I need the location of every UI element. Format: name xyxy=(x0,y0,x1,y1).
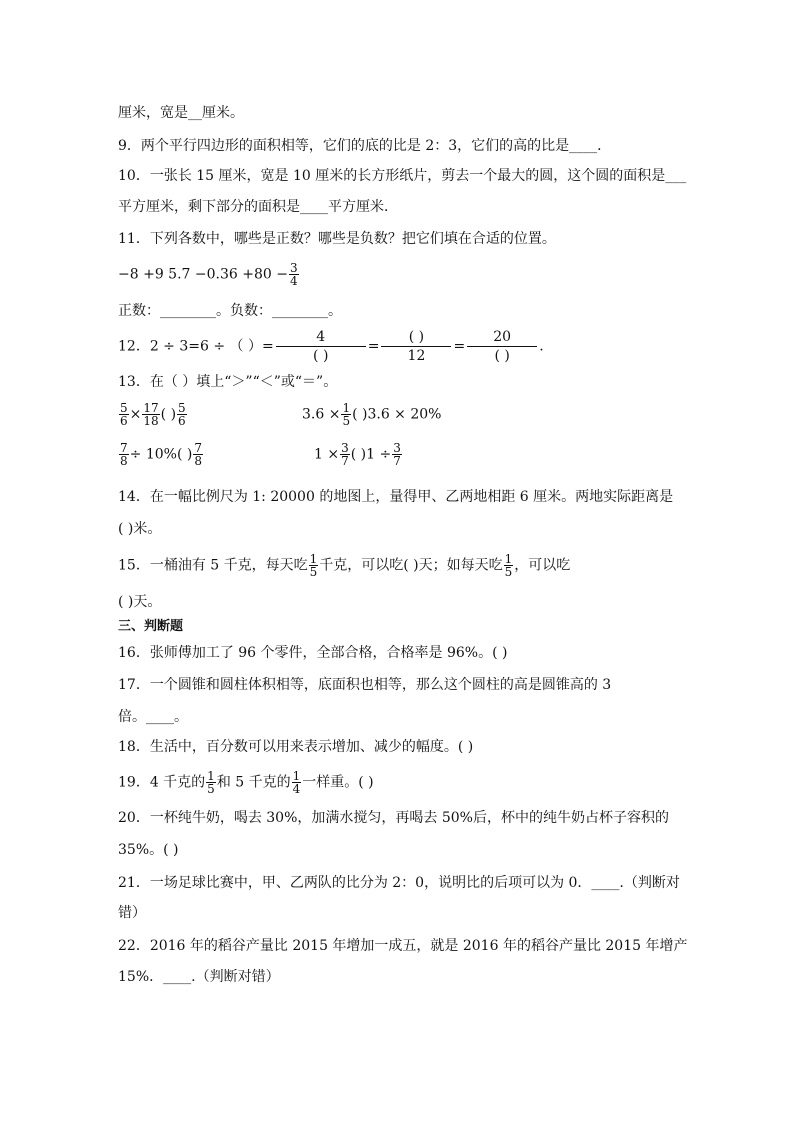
q13b-frac: $\frac{1}{5}$ xyxy=(342,401,351,428)
question-17-line1: 17．一个圆锥和圆柱体积相等，底面积也相等，那么这个圆柱的高是圆锥高的 3 xyxy=(118,677,612,693)
q13-item-b xyxy=(302,402,441,427)
question-22-line1: 22．2016 年的稻谷产量比 2015 年增加一成五，就是 2016 年的稻谷产量比 2015 年增产 xyxy=(118,938,688,954)
question-14-line2: ( )米。 xyxy=(118,521,162,537)
question-12: 12．2 ÷ 3=6 ÷ （ ）= 4 ( ) = ( ) 12 = 20 ( ) . xyxy=(118,329,544,364)
q15-frac1: $\frac{1}{5}$ xyxy=(309,552,318,579)
q11-number-list: −8 +9 5.7 −0.36 +80 − xyxy=(118,266,288,283)
q19-frac1: $\frac{1}{5}$ xyxy=(207,769,215,796)
section-3-heading: 三、判断题 xyxy=(118,619,184,634)
question-18: 18．生活中，百分数可以用来表示增加、减少的幅度。( ) xyxy=(118,739,474,755)
q8-continuation: 厘米，宽是__厘米。 xyxy=(118,105,244,121)
q12-fraction-1: 4 ( ) xyxy=(276,328,366,365)
question-9: 9．两个平行四边形的面积相等，它们的底的比是 2：3，它们的高的比是____． xyxy=(118,138,612,154)
question-16: 16．张师傅加工了 96 个零件，全部合格，合格率是 96%。( ) xyxy=(118,645,508,661)
question-15-line2: ( )天。 xyxy=(118,594,162,610)
question-14-line1: 14．在一幅比例尺为 1: 20000 的地图上，量得甲、乙两地相距 6 厘米。两地实际距离是 xyxy=(118,489,674,505)
q13-item-d xyxy=(314,442,403,467)
q13-item-c xyxy=(118,442,204,467)
q15-frac2: $\frac{1}{5}$ xyxy=(504,552,513,579)
q15-text3: ，可以吃 xyxy=(514,557,571,574)
q12-fraction-2: ( ) 12 xyxy=(381,328,451,365)
q11-fraction: $\frac{3}{4}$ xyxy=(289,261,298,288)
question-19 xyxy=(118,770,374,795)
question-10-line1: 10．一张长 15 厘米，宽是 10 厘米的长方形纸片，剪去一个最大的圆，这个圆的面积是___ xyxy=(118,168,687,184)
q13d-pre: 1 × xyxy=(314,446,340,463)
question-22-line2: 15%．____.（判断对错） xyxy=(118,969,280,985)
q13d-frac2: $\frac{3}{7}$ xyxy=(393,441,401,468)
q13a-frac1: $\frac{5}{6}$ xyxy=(120,401,128,428)
q19-text1: 19．4 千克的 xyxy=(118,774,206,791)
question-11: 11．下列各数中，哪些是正数？哪些是负数？把它们填在合适的位置。 xyxy=(118,231,556,247)
q13-item-a xyxy=(118,402,188,427)
question-11-answer: 正数：________。负数：________。 xyxy=(118,303,342,319)
q13a-frac2: $\frac{17}{18}$ xyxy=(143,401,159,428)
q13c-frac2: $\frac{7}{8}$ xyxy=(194,441,202,468)
q13c-mid: ÷ 10%( ) xyxy=(129,446,193,463)
question-20-line1: 20．一杯纯牛奶，喝去 30%，加满水搅匀，再喝去 50%后，杯中的纯牛奶占杯子容积的 xyxy=(118,810,669,826)
question-21-line1: 21．一场足球比赛中，甲、乙两队的比分为 2：0，说明比的后项可以为 0．____.（判断对 xyxy=(118,875,680,891)
question-11-numbers xyxy=(118,262,300,287)
q13b-pre: 3.6 × xyxy=(302,406,341,423)
q19-text3: 一样重。( ) xyxy=(302,774,374,791)
q12-end: . xyxy=(539,338,544,355)
question-15-line1 xyxy=(118,553,570,578)
q12-lead: 12．2 ÷ 3=6 ÷ （ ）= xyxy=(118,338,274,355)
question-13: 13．在（ ）填上“＞”“＜”或“＝”。 xyxy=(118,374,338,390)
question-21-line2: 错） xyxy=(118,905,146,921)
q19-text2: 和 5 千克的 xyxy=(216,774,291,791)
question-10-line2: 平方厘米，剩下部分的面积是____平方厘米． xyxy=(118,199,398,215)
q15-text1: 15．一桶油有 5 千克，每天吃 xyxy=(118,557,308,574)
q13a-frac3: $\frac{5}{6}$ xyxy=(178,401,186,428)
q13d-frac1: $\frac{3}{7}$ xyxy=(341,441,349,468)
q13d-mid: ( )1 ÷ xyxy=(350,446,392,463)
q13c-frac1: $\frac{7}{8}$ xyxy=(120,441,128,468)
q12-fraction-3: 20 ( ) xyxy=(467,328,537,365)
question-20-line2: 35%。( ) xyxy=(118,842,179,858)
q15-text2: 千克，可以吃( )天；如每天吃 xyxy=(319,557,503,574)
q19-frac2: $\frac{1}{4}$ xyxy=(292,769,301,796)
question-17-line2: 倍。____。 xyxy=(118,709,188,725)
q13a-times: × xyxy=(129,406,142,423)
q13a-blank: ( ) xyxy=(160,406,177,423)
q13b-post: ( )3.6 × 20% xyxy=(352,406,442,423)
